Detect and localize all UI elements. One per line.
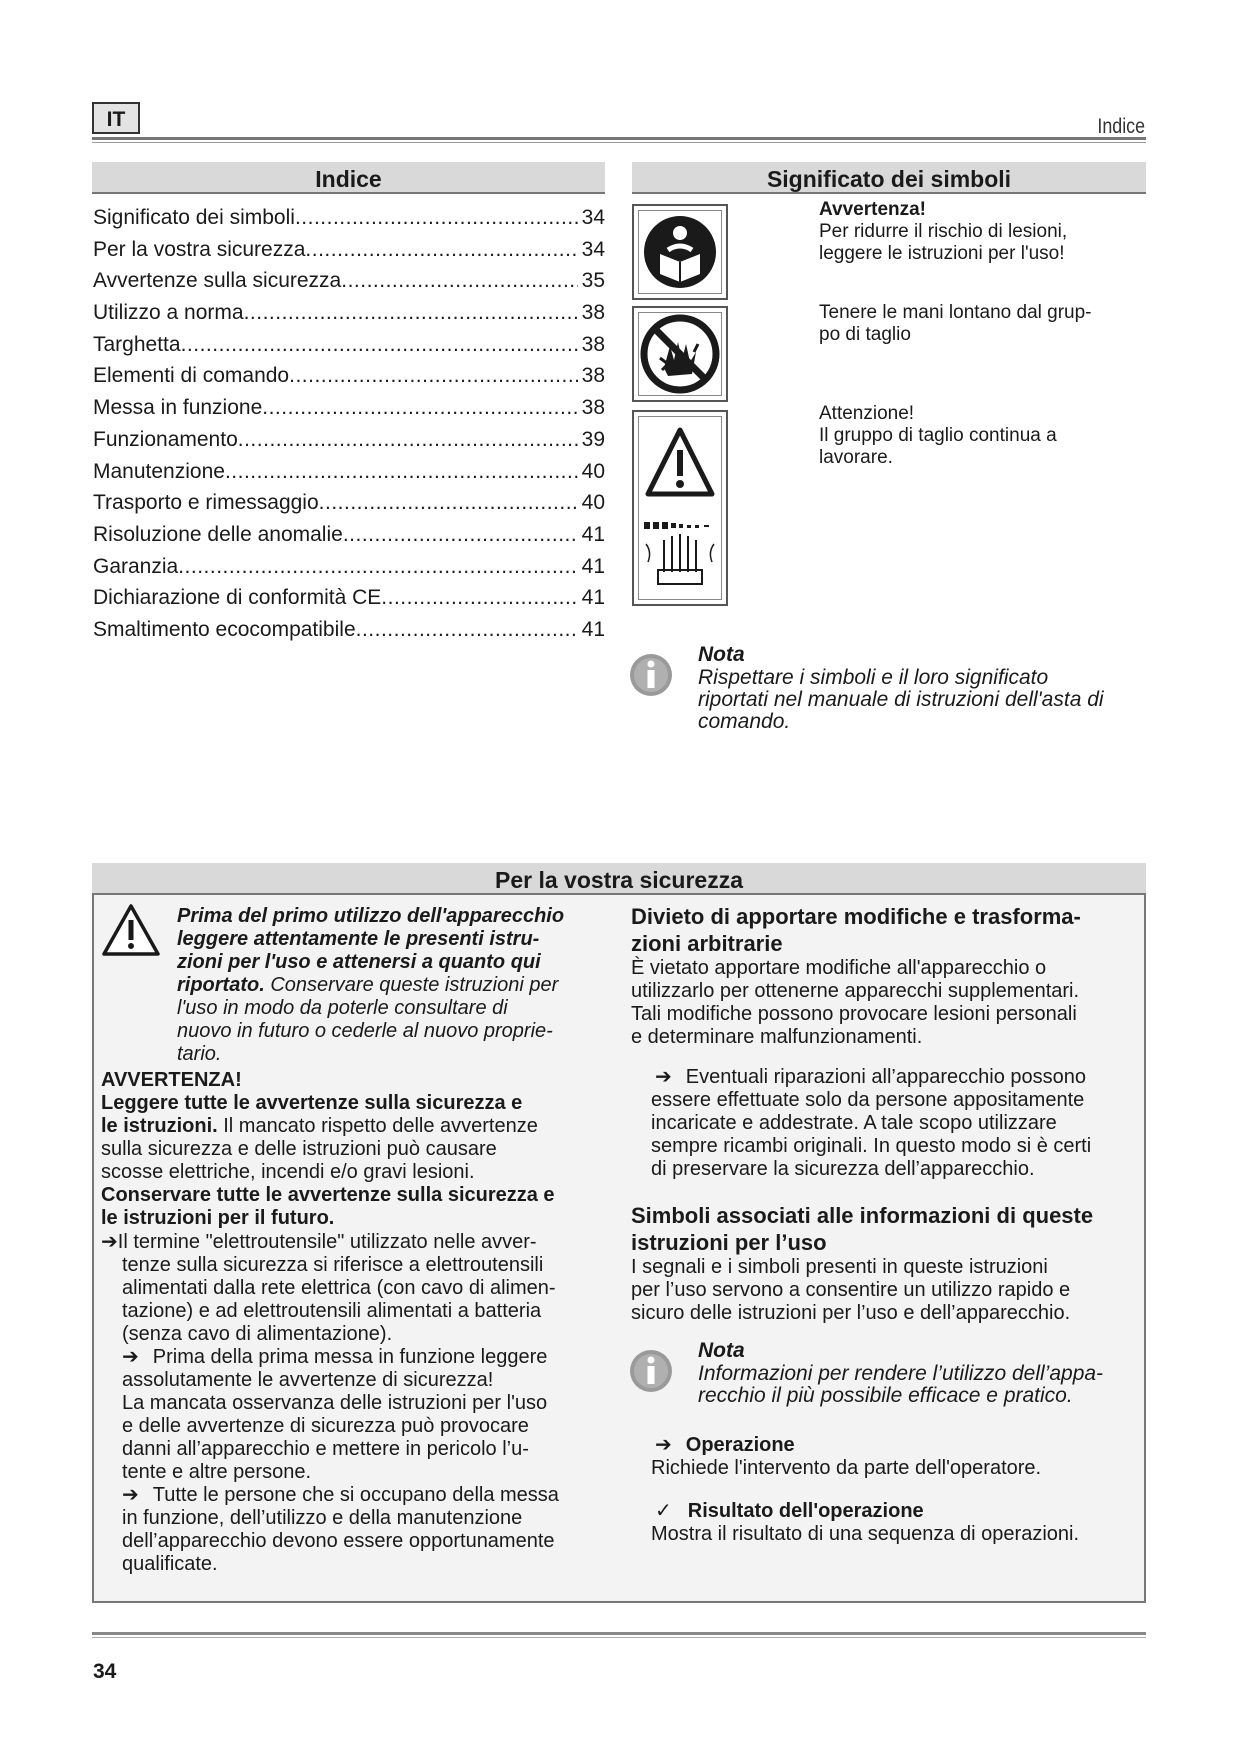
intro-line: Prima del primo utilizzo dell'apparecchio — [177, 905, 565, 927]
toc-entry — [93, 329, 605, 361]
all-line: dell’apparecchio devono essere opportunamente — [122, 1530, 555, 1552]
toc-entry-title: Messa in funzione — [93, 396, 263, 420]
term-line: alimentati dalla rete elettrica (con cavo di alimen- — [122, 1277, 556, 1299]
toc-dot-leader — [341, 265, 577, 297]
term-line: tazione) e ad elettroutensili alimentati a batteria — [122, 1300, 542, 1322]
modifications-heading: zioni arbitrarie — [631, 931, 783, 956]
toc-entry — [93, 234, 605, 266]
toc-entry-page: 38 — [581, 396, 605, 420]
symbols-info-line: sicuro delle istruzioni per l’uso e dell’apparecchio. — [631, 1302, 1071, 1324]
symbol-3-line: Il gruppo di taglio continua a — [819, 425, 1057, 446]
note-title: Nota — [698, 643, 745, 666]
warning-rest: Il mancato rispetto delle avvertenze — [217, 1115, 538, 1137]
toc-entry-page: 35 — [581, 269, 605, 293]
symbol-2-line: po di taglio — [819, 324, 911, 345]
symbols-heading: Significato dei simboli — [632, 162, 1146, 194]
toc-entry — [93, 487, 605, 519]
toc-entry — [93, 456, 605, 488]
symbols-info-line: I segnali e i simboli presenti in queste istruzioni — [631, 1256, 1048, 1278]
result-block — [651, 1500, 1079, 1546]
info-icon — [628, 652, 674, 698]
warning-bold: le istruzioni. — [101, 1115, 218, 1137]
safety-intro — [177, 905, 564, 1066]
toc-entry — [93, 551, 605, 583]
warning-cutter-icon — [634, 412, 726, 604]
checkmark-icon: ✓ — [655, 1500, 672, 1522]
safety-warning — [101, 1069, 555, 1230]
toc-entry-page: 41 — [581, 554, 605, 578]
toc-dot-leader — [181, 329, 578, 361]
toc-entry-page: 38 — [581, 301, 605, 325]
warning-line: Conservare tutte le avvertenze sulla sicurezza e — [101, 1184, 555, 1206]
warning-line: le istruzioni per il futuro. — [101, 1207, 335, 1229]
hands-away-symbol — [632, 306, 728, 402]
result-title: Risultato dell'operazione — [687, 1500, 924, 1522]
term-line: Il termine "elettroutensile" utilizzato nelle avver- — [117, 1231, 537, 1253]
toc-entry-page: 39 — [581, 427, 605, 451]
warning-triangle-icon — [100, 902, 162, 958]
toc-dot-leader — [305, 234, 577, 266]
warning-line: Leggere tutte le avvertenze sulla sicurezza e — [101, 1092, 523, 1114]
arrow-icon: ➔ — [122, 1484, 139, 1506]
modifications-line: utilizzarlo per ottenerne apparecchi supplementari. — [631, 980, 1080, 1002]
info-icon — [628, 1348, 674, 1394]
symbol-2-text — [819, 302, 1092, 346]
toc-entry-page: 41 — [581, 617, 605, 641]
all-line: in funzione, dell’utilizzo e della manutenzione — [122, 1507, 523, 1529]
toc-entry — [93, 297, 605, 329]
read-manual-icon — [634, 206, 726, 298]
toc-entry — [93, 582, 605, 614]
all-line: qualificate. — [122, 1553, 218, 1575]
toc-entry — [93, 614, 605, 646]
symbol-1-title: Avvertenza! — [819, 199, 927, 220]
first-line: La mancata osservanza delle istruzioni per l'uso — [122, 1392, 548, 1414]
toc-dot-leader — [319, 487, 578, 519]
repairs-block — [651, 1066, 1141, 1181]
symbol-2-line: Tenere le mani lontano dal grup- — [819, 302, 1092, 323]
toc-entry-title: Targhetta — [93, 332, 181, 356]
repairs-line: incaricate e addestrate. A tale scopo utilizzare — [651, 1112, 1057, 1134]
symbols-info-block — [631, 1202, 1141, 1325]
toc-entry-title: Dichiarazione di conformità CE — [93, 586, 382, 610]
modifications-block — [631, 903, 1141, 1049]
arrow-icon: ➔ — [122, 1346, 139, 1368]
intro-line: zioni per l'uso e attenersi a quanto qui — [177, 951, 541, 973]
arrow-icon: ➔ — [101, 1231, 118, 1253]
note-line: Informazioni per rendere l’utilizzo dell’appa- — [698, 1362, 1104, 1385]
modifications-line: e determinare malfunzionamenti. — [631, 1026, 923, 1048]
term-line: (senza cavo di alimentazione). — [122, 1323, 393, 1345]
toc-entry-title: Risoluzione delle anomalie — [93, 522, 343, 546]
toc-dot-leader — [289, 360, 578, 392]
toc-entry — [93, 265, 605, 297]
symbol-1-line: leggere le istruzioni per l'uso! — [819, 243, 1065, 264]
toc-dot-leader — [238, 424, 578, 456]
intro-bold: riportato. — [177, 974, 265, 996]
toc-entry-title: Utilizzo a norma — [93, 301, 244, 325]
intro-line: nuovo in futuro o cederle al nuovo proprie- — [177, 1020, 553, 1042]
toc-entry-title: Elementi di comando — [93, 364, 290, 388]
first-line: e delle avvertenze di sicurezza può provocare — [122, 1415, 529, 1437]
safety-note — [698, 1339, 1103, 1407]
index-heading: Indice — [92, 162, 605, 194]
repairs-line: di preservare la sicurezza dell’apparecchio. — [651, 1158, 1035, 1180]
term-line: tenze sulla sicurezza si riferisce a elettroutensili — [122, 1254, 544, 1276]
warning-title: AVVERTENZA! — [101, 1069, 242, 1091]
warning-line: scosse elettriche, incendi e/o gravi lesioni. — [101, 1161, 475, 1183]
toc-entry — [93, 519, 605, 551]
symbols-info-heading: Simboli associati alle informazioni di queste — [631, 1203, 1094, 1228]
toc-entry-page: 40 — [581, 459, 605, 483]
result-text: Mostra il risultato di una sequenza di operazioni. — [651, 1523, 1080, 1545]
toc-entry-page: 34 — [581, 237, 605, 261]
running-header: Indice — [1097, 115, 1145, 138]
toc-entry-title: Smaltimento ecocompatibile — [93, 617, 356, 641]
toc-entry-page: 41 — [581, 522, 605, 546]
toc-entry-title: Per la vostra sicurezza — [93, 237, 306, 261]
toc-entry-title: Avvertenze sulla sicurezza — [93, 269, 342, 293]
toc-dot-leader — [244, 297, 578, 329]
toc-entry-page: 40 — [581, 491, 605, 515]
first-line: Prima della prima messa in funzione leggere — [152, 1346, 548, 1368]
symbol-1-text — [819, 199, 1067, 265]
toc-entry-title: Garanzia — [93, 554, 179, 578]
modifications-line: Tali modifiche possono provocare lesioni personali — [631, 1003, 1077, 1025]
note-line: comando. — [698, 710, 791, 733]
toc-dot-leader — [343, 519, 578, 551]
cutter-running-symbol — [632, 410, 728, 606]
modifications-heading: Divieto di apportare modifiche e trasforma- — [631, 904, 1081, 929]
toc-dot-leader — [295, 202, 578, 234]
intro-rest: Conservare queste istruzioni per — [264, 974, 559, 996]
warning-line: sulla sicurezza e delle istruzioni può causare — [101, 1138, 497, 1160]
toc-entry-page: 38 — [581, 364, 605, 388]
header-rule — [92, 137, 1146, 143]
symbol-3-text — [819, 403, 1057, 469]
read-manual-symbol — [632, 204, 728, 300]
note-line: Rispettare i simboli e il loro significato — [698, 666, 1049, 689]
toc-dot-leader — [356, 614, 578, 646]
symbols-info-heading: istruzioni per l’uso — [631, 1230, 827, 1255]
table-of-contents — [93, 202, 605, 646]
repairs-line: essere effettuate solo da persone appositamente — [651, 1089, 1085, 1111]
toc-entry-page: 38 — [581, 332, 605, 356]
hands-away-icon — [634, 308, 726, 400]
arrow-icon: ➔ — [655, 1066, 672, 1088]
note-line: riportati nel manuale di istruzioni dell'asta di — [698, 688, 1104, 711]
toc-dot-leader — [178, 551, 577, 583]
symbol-1-line: Per ridurre il rischio di lesioni, — [819, 221, 1068, 242]
first-line: tente e altre persone. — [122, 1461, 312, 1483]
repairs-line: sempre ricambi originali. In questo modo si è certi — [651, 1135, 1092, 1157]
toc-entry — [93, 360, 605, 392]
symbols-note — [698, 643, 1104, 733]
safety-heading: Per la vostra sicurezza — [92, 863, 1146, 895]
toc-entry-title: Trasporto e rimessaggio — [93, 491, 319, 515]
all-line: Tutte le persone che si occupano della messa — [152, 1484, 559, 1506]
toc-entry — [93, 424, 605, 456]
operation-text: Richiede l'intervento da parte dell'operatore. — [651, 1457, 1042, 1479]
toc-entry — [93, 392, 605, 424]
toc-dot-leader — [381, 582, 577, 614]
toc-entry-page: 41 — [581, 586, 605, 610]
repairs-line: Eventuali riparazioni all’apparecchio possono — [685, 1066, 1087, 1088]
symbol-3-line: lavorare. — [819, 447, 893, 468]
toc-entry-title: Significato dei simboli — [93, 206, 295, 229]
toc-entry-page: 34 — [581, 206, 605, 229]
toc-entry-title: Manutenzione — [93, 459, 225, 483]
operation-title: Operazione — [685, 1434, 795, 1456]
modifications-line: È vietato apportare modifiche all'apparecchio o — [631, 957, 1047, 979]
arrow-icon: ➔ — [655, 1434, 672, 1456]
intro-line: l'uso in modo da poterle consultare di — [177, 997, 508, 1019]
page-number: 34 — [93, 1660, 117, 1683]
footer-rule — [92, 1632, 1146, 1638]
note-title: Nota — [698, 1339, 745, 1362]
intro-line: leggere attentamente le presenti istru- — [177, 928, 540, 950]
first-line: danni all’apparecchio e mettere in pericolo l’u- — [122, 1438, 529, 1460]
operation-block — [651, 1434, 1041, 1480]
term-paragraph — [101, 1231, 611, 1576]
toc-entry — [93, 202, 605, 234]
toc-dot-leader — [225, 456, 578, 488]
symbols-info-line: per l’uso servono a consentire un utilizzo rapido e — [631, 1279, 1071, 1301]
note-line: recchio il più possibile efficace e pratico. — [698, 1384, 1073, 1407]
symbol-3-line: Attenzione! — [819, 403, 915, 424]
toc-entry-title: Funzionamento — [93, 427, 238, 451]
intro-line: tario. — [177, 1043, 222, 1065]
first-line: assolutamente le avvertenze di sicurezza! — [122, 1369, 494, 1391]
language-badge: IT — [92, 102, 140, 134]
toc-dot-leader — [262, 392, 577, 424]
